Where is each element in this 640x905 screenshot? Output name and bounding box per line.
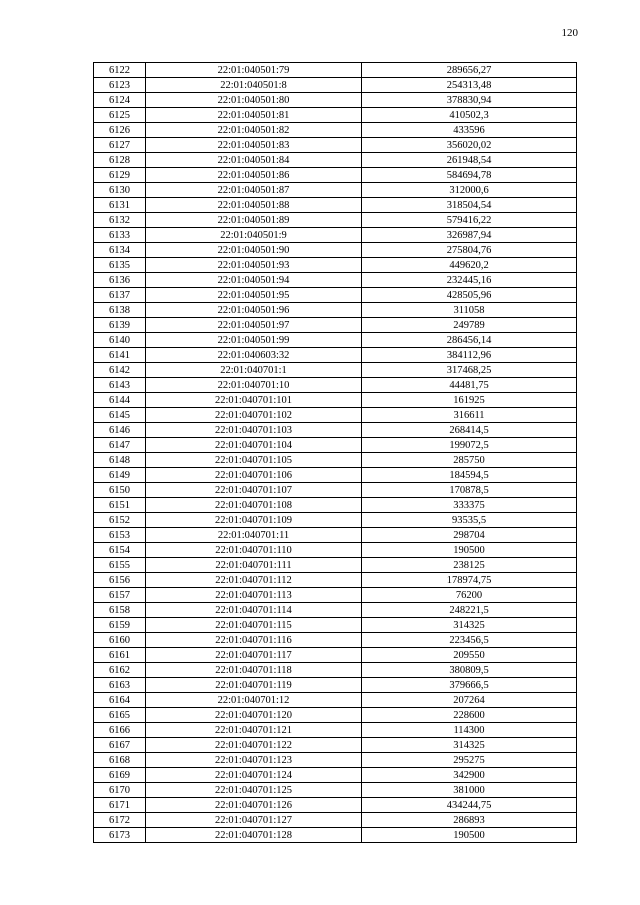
cadastral-number-cell: 22:01:040701:103 [146, 423, 362, 438]
row-number-cell: 6156 [94, 573, 146, 588]
table-row [94, 63, 577, 78]
cadastral-number-cell: 22:01:040501:93 [146, 258, 362, 273]
row-number-cell: 6127 [94, 138, 146, 153]
row-number-cell: 6149 [94, 468, 146, 483]
row-number-cell: 6134 [94, 243, 146, 258]
row-number-cell: 6138 [94, 303, 146, 318]
registry-table-body [94, 63, 577, 843]
row-number-cell: 6140 [94, 333, 146, 348]
row-number-cell: 6126 [94, 123, 146, 138]
row-number-cell: 6167 [94, 738, 146, 753]
cadastral-number-cell: 22:01:040501:81 [146, 108, 362, 123]
table-row [94, 348, 577, 363]
table-row [94, 78, 577, 93]
row-number-cell: 6131 [94, 198, 146, 213]
table-row [94, 768, 577, 783]
cadastral-number-cell: 22:01:040701:117 [146, 648, 362, 663]
table-row [94, 93, 577, 108]
row-number-cell: 6165 [94, 708, 146, 723]
row-number-cell: 6129 [94, 168, 146, 183]
row-number-cell: 6157 [94, 588, 146, 603]
cadastral-number-cell: 22:01:040501:80 [146, 93, 362, 108]
row-number-cell: 6148 [94, 453, 146, 468]
value-cell: 295275 [362, 753, 577, 768]
table-row [94, 588, 577, 603]
row-number-cell: 6166 [94, 723, 146, 738]
value-cell: 114300 [362, 723, 577, 738]
table-row [94, 303, 577, 318]
value-cell: 381000 [362, 783, 577, 798]
table-row [94, 603, 577, 618]
table-row [94, 693, 577, 708]
table-row [94, 453, 577, 468]
row-number-cell: 6137 [94, 288, 146, 303]
value-cell: 333375 [362, 498, 577, 513]
table-row [94, 738, 577, 753]
value-cell: 317468,25 [362, 363, 577, 378]
value-cell: 199072,5 [362, 438, 577, 453]
value-cell: 207264 [362, 693, 577, 708]
row-number-cell: 6146 [94, 423, 146, 438]
cadastral-number-cell: 22:01:040501:90 [146, 243, 362, 258]
row-number-cell: 6145 [94, 408, 146, 423]
table-row [94, 813, 577, 828]
table-row [94, 513, 577, 528]
value-cell: 289656,27 [362, 63, 577, 78]
value-cell: 434244,75 [362, 798, 577, 813]
table-row [94, 798, 577, 813]
value-cell: 223456,5 [362, 633, 577, 648]
row-number-cell: 6168 [94, 753, 146, 768]
row-number-cell: 6170 [94, 783, 146, 798]
cadastral-number-cell: 22:01:040501:9 [146, 228, 362, 243]
cadastral-number-cell: 22:01:040701:105 [146, 453, 362, 468]
table-row [94, 468, 577, 483]
cadastral-number-cell: 22:01:040701:111 [146, 558, 362, 573]
value-cell: 433596 [362, 123, 577, 138]
value-cell: 311058 [362, 303, 577, 318]
cadastral-number-cell: 22:01:040603:32 [146, 348, 362, 363]
value-cell: 314325 [362, 738, 577, 753]
row-number-cell: 6141 [94, 348, 146, 363]
table-row [94, 543, 577, 558]
cadastral-number-cell: 22:01:040701:116 [146, 633, 362, 648]
row-number-cell: 6122 [94, 63, 146, 78]
row-number-cell: 6158 [94, 603, 146, 618]
cadastral-number-cell: 22:01:040701:1 [146, 363, 362, 378]
cadastral-number-cell: 22:01:040501:87 [146, 183, 362, 198]
row-number-cell: 6162 [94, 663, 146, 678]
cadastral-number-cell: 22:01:040701:115 [146, 618, 362, 633]
cadastral-number-cell: 22:01:040701:127 [146, 813, 362, 828]
table-row [94, 573, 577, 588]
value-cell: 579416,22 [362, 213, 577, 228]
row-number-cell: 6173 [94, 828, 146, 843]
value-cell: 286893 [362, 813, 577, 828]
value-cell: 190500 [362, 543, 577, 558]
row-number-cell: 6130 [94, 183, 146, 198]
row-number-cell: 6163 [94, 678, 146, 693]
value-cell: 170878,5 [362, 483, 577, 498]
table-row [94, 483, 577, 498]
cadastral-number-cell: 22:01:040701:121 [146, 723, 362, 738]
table-row [94, 393, 577, 408]
cadastral-number-cell: 22:01:040701:126 [146, 798, 362, 813]
cadastral-number-cell: 22:01:040501:83 [146, 138, 362, 153]
row-number-cell: 6151 [94, 498, 146, 513]
cadastral-number-cell: 22:01:040701:118 [146, 663, 362, 678]
row-number-cell: 6136 [94, 273, 146, 288]
value-cell: 356020,02 [362, 138, 577, 153]
table-row [94, 213, 577, 228]
value-cell: 76200 [362, 588, 577, 603]
value-cell: 286456,14 [362, 333, 577, 348]
cadastral-number-cell: 22:01:040501:86 [146, 168, 362, 183]
row-number-cell: 6154 [94, 543, 146, 558]
page-number: 120 [561, 27, 578, 39]
cadastral-number-cell: 22:01:040501:95 [146, 288, 362, 303]
table-row [94, 438, 577, 453]
value-cell: 93535,5 [362, 513, 577, 528]
value-cell: 268414,5 [362, 423, 577, 438]
value-cell: 380809,5 [362, 663, 577, 678]
row-number-cell: 6150 [94, 483, 146, 498]
row-number-cell: 6132 [94, 213, 146, 228]
row-number-cell: 6164 [94, 693, 146, 708]
value-cell: 410502,3 [362, 108, 577, 123]
row-number-cell: 6133 [94, 228, 146, 243]
value-cell: 318504,54 [362, 198, 577, 213]
table-row [94, 198, 577, 213]
value-cell: 298704 [362, 528, 577, 543]
table-row [94, 618, 577, 633]
cadastral-number-cell: 22:01:040501:94 [146, 273, 362, 288]
row-number-cell: 6153 [94, 528, 146, 543]
table-row [94, 168, 577, 183]
cadastral-number-cell: 22:01:040701:122 [146, 738, 362, 753]
cadastral-number-cell: 22:01:040501:97 [146, 318, 362, 333]
table-row [94, 243, 577, 258]
row-number-cell: 6139 [94, 318, 146, 333]
table-row [94, 423, 577, 438]
value-cell: 238125 [362, 558, 577, 573]
cadastral-number-cell: 22:01:040701:108 [146, 498, 362, 513]
table-row [94, 288, 577, 303]
value-cell: 161925 [362, 393, 577, 408]
cadastral-number-cell: 22:01:040701:106 [146, 468, 362, 483]
cadastral-number-cell: 22:01:040501:79 [146, 63, 362, 78]
cadastral-number-cell: 22:01:040701:11 [146, 528, 362, 543]
row-number-cell: 6124 [94, 93, 146, 108]
row-number-cell: 6147 [94, 438, 146, 453]
cadastral-number-cell: 22:01:040701:107 [146, 483, 362, 498]
table-row [94, 708, 577, 723]
cadastral-number-cell: 22:01:040701:113 [146, 588, 362, 603]
table-row [94, 663, 577, 678]
table-row [94, 408, 577, 423]
table-row [94, 678, 577, 693]
cadastral-number-cell: 22:01:040701:120 [146, 708, 362, 723]
cadastral-number-cell: 22:01:040701:101 [146, 393, 362, 408]
cadastral-number-cell: 22:01:040701:128 [146, 828, 362, 843]
value-cell: 275804,76 [362, 243, 577, 258]
value-cell: 261948,54 [362, 153, 577, 168]
table-row [94, 498, 577, 513]
table-row [94, 363, 577, 378]
table-row [94, 153, 577, 168]
table-row [94, 723, 577, 738]
cadastral-number-cell: 22:01:040501:96 [146, 303, 362, 318]
table-row [94, 183, 577, 198]
cadastral-number-cell: 22:01:040701:123 [146, 753, 362, 768]
table-row [94, 378, 577, 393]
cadastral-number-cell: 22:01:040701:125 [146, 783, 362, 798]
row-number-cell: 6144 [94, 393, 146, 408]
cadastral-number-cell: 22:01:040701:10 [146, 378, 362, 393]
row-number-cell: 6143 [94, 378, 146, 393]
table-row [94, 228, 577, 243]
table-row [94, 318, 577, 333]
value-cell: 209550 [362, 648, 577, 663]
cadastral-number-cell: 22:01:040701:112 [146, 573, 362, 588]
row-number-cell: 6123 [94, 78, 146, 93]
row-number-cell: 6125 [94, 108, 146, 123]
row-number-cell: 6152 [94, 513, 146, 528]
cadastral-number-cell: 22:01:040701:114 [146, 603, 362, 618]
value-cell: 378830,94 [362, 93, 577, 108]
value-cell: 285750 [362, 453, 577, 468]
cadastral-number-cell: 22:01:040501:89 [146, 213, 362, 228]
table-row [94, 123, 577, 138]
value-cell: 184594,5 [362, 468, 577, 483]
row-number-cell: 6172 [94, 813, 146, 828]
row-number-cell: 6128 [94, 153, 146, 168]
cadastral-number-cell: 22:01:040501:82 [146, 123, 362, 138]
value-cell: 178974,75 [362, 573, 577, 588]
table-row [94, 108, 577, 123]
table-row [94, 648, 577, 663]
table-row [94, 138, 577, 153]
row-number-cell: 6142 [94, 363, 146, 378]
table-row [94, 258, 577, 273]
row-number-cell: 6171 [94, 798, 146, 813]
cadastral-number-cell: 22:01:040701:104 [146, 438, 362, 453]
cadastral-number-cell: 22:01:040701:124 [146, 768, 362, 783]
cadastral-number-cell: 22:01:040701:102 [146, 408, 362, 423]
value-cell: 428505,96 [362, 288, 577, 303]
value-cell: 384112,96 [362, 348, 577, 363]
table-row [94, 558, 577, 573]
table-row [94, 828, 577, 843]
table-row [94, 333, 577, 348]
value-cell: 316611 [362, 408, 577, 423]
value-cell: 314325 [362, 618, 577, 633]
value-cell: 249789 [362, 318, 577, 333]
row-number-cell: 6159 [94, 618, 146, 633]
cadastral-number-cell: 22:01:040501:84 [146, 153, 362, 168]
table-row [94, 753, 577, 768]
value-cell: 232445,16 [362, 273, 577, 288]
value-cell: 44481,75 [362, 378, 577, 393]
registry-table [93, 62, 577, 843]
value-cell: 379666,5 [362, 678, 577, 693]
value-cell: 449620,2 [362, 258, 577, 273]
row-number-cell: 6161 [94, 648, 146, 663]
row-number-cell: 6135 [94, 258, 146, 273]
value-cell: 312000,6 [362, 183, 577, 198]
table-row [94, 783, 577, 798]
value-cell: 584694,78 [362, 168, 577, 183]
value-cell: 248221,5 [362, 603, 577, 618]
cadastral-number-cell: 22:01:040501:8 [146, 78, 362, 93]
cadastral-number-cell: 22:01:040701:12 [146, 693, 362, 708]
row-number-cell: 6169 [94, 768, 146, 783]
value-cell: 228600 [362, 708, 577, 723]
cadastral-number-cell: 22:01:040501:99 [146, 333, 362, 348]
table-row [94, 273, 577, 288]
cadastral-number-cell: 22:01:040701:110 [146, 543, 362, 558]
value-cell: 342900 [362, 768, 577, 783]
cadastral-number-cell: 22:01:040501:88 [146, 198, 362, 213]
value-cell: 254313,48 [362, 78, 577, 93]
row-number-cell: 6155 [94, 558, 146, 573]
cadastral-number-cell: 22:01:040701:119 [146, 678, 362, 693]
row-number-cell: 6160 [94, 633, 146, 648]
table-row [94, 633, 577, 648]
table-row [94, 528, 577, 543]
value-cell: 326987,94 [362, 228, 577, 243]
value-cell: 190500 [362, 828, 577, 843]
cadastral-number-cell: 22:01:040701:109 [146, 513, 362, 528]
